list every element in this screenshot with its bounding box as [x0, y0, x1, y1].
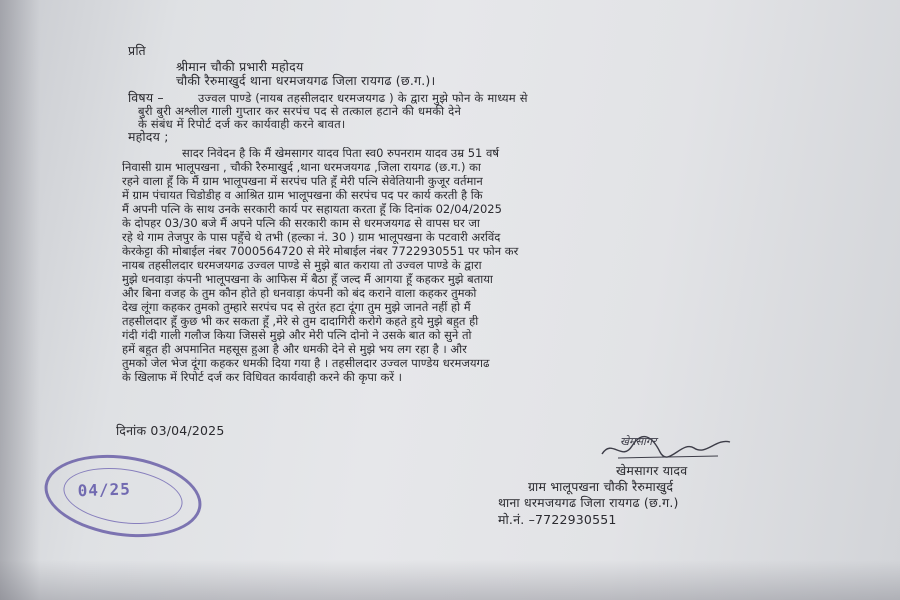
signer-address-1: ग्राम भालूपखना चौकी रैरुमाखुर्द [528, 479, 674, 494]
page-shadow-left [0, 0, 40, 600]
subject-line-3: के संबंध में रिपोर्ट दर्ज कर कार्यवाही करने बावत। [138, 117, 346, 131]
body-line: नायब तहसीलदार धरमजयगढ उज्वल पाण्डे से मुझे बात कराया तो उज्वल पाण्डे के द्वारा [122, 259, 482, 272]
body-line: रहे थे गाम तेजपुर के पास पहुँचे थे तभी (हल्का नं. 30 ) ग्राम भालूपखना के पटवारी अरविंद [122, 231, 501, 244]
signer-name: खेमसागर यादव [616, 463, 688, 478]
recipient-line-1: श्रीमान चौकी प्रभारी महोदय [176, 59, 304, 74]
body-line: तुमको जेल भेज दूंगा कहकर धमकी दिया गया है । तहसीलदार उज्वल पाण्डेय धरमजयगढ [122, 357, 490, 370]
signer-phone: मो.नं. –7722930551 [498, 512, 617, 527]
body-line: केरकेट्टा की मोबाईल नंबर 7000564720 से मेरे मोबाईल नंबर 7722930551 पर फोन कर [122, 245, 519, 258]
subject-label: विषय – [128, 90, 164, 105]
body-line: रहने वाला हूँ कि मैं ग्राम भालूपखना में सरपंच पति हूँ मेरी पत्नि सेवेतियानी कुजूर वर्तमान [122, 175, 483, 188]
subject-line-1: उज्वल पाण्डे (नायब तहसीलदार धरमजयगढ ) के द्वारा मुझे फोन के माध्यम से [198, 91, 528, 105]
body-line: के खिलाफ में रिपोर्ट दर्ज कर विधिवत कार्यवाही करने की कृपा करें । [122, 371, 403, 384]
subject-line-2: बुरी बुरी अश्लील गाली गुप्तार कर सरपंच पद से तत्काल हटाने की धमकी देने [138, 104, 462, 118]
body-line: और बिना वजह के तुम कौन होते हो धनवाड़ा कंपनी को बंद कराने वाला कहकर तुमको [122, 287, 477, 300]
body-line: देख लूंगा कहकर तुमको तुम्हारे सरपंच पद से तुरंत हटा दूंगा तुम मुझे जानते नहीं हो मैं [122, 301, 471, 314]
body-line: तहसीलदार हूँ कुछ भी कर सकता हूँ ,मेरे से तुम दादागिरी करोगे कहते हुये मुझे बहुत ही [122, 315, 479, 328]
stamp-text: 04/25 [77, 479, 132, 501]
date-line: दिनांक 03/04/2025 [116, 423, 225, 438]
to-label: प्रति [128, 43, 146, 58]
page-shadow-bottom [0, 560, 900, 600]
body-line: मैं अपनी पत्नि के साथ उनके सरकारी कार्य पर सहायता करता हूँ कि दिनांक 02/04/2025 [122, 203, 502, 216]
body-line: के दोपहर 03/30 बजे मैं अपने पत्नि की सरकारी काम से धरमजयगढ से वापस घर जा [122, 217, 480, 230]
body-line: सादर निवेदन है कि मैं खेमसागर यादव पिता स्व0 रुपनराम यादव उम्र 51 वर्ष [182, 147, 500, 160]
signature-scribble-icon [598, 432, 738, 466]
body-line: निवासी ग्राम भालूपखना , चौकी रैरुमाखुर्द ,थाना धरमजयगढ ,जिला रायगढ (छ.ग.) का [122, 161, 481, 174]
body-line: मुझे धनवाड़ा कंपनी भालूपखना के आफिस में बैठा हूँ जल्द मैं आगया हूँ कहकर मुझे बताया [122, 273, 493, 286]
signature-text: खेमसागर [620, 435, 657, 448]
body-line: हमें बहुत ही अपमानित महसूस हुआ है और धमकी देने से मुझे भय लग रहा है । और [122, 343, 467, 356]
recipient-line-2: चौकी रैरुमाखुर्द थाना धरमजयगढ जिला रायगढ (छ.ग.)। [176, 73, 436, 88]
official-stamp-icon [39, 445, 207, 546]
body-line: में ग्राम पंचायत चिडोडीह व आश्रित ग्राम भालूपखना की सरपंच पद पर कार्य करती है कि [122, 189, 483, 202]
signer-address-2: थाना धरमजयगढ जिला रायगढ (छ.ग.) [498, 495, 679, 510]
salutation: महोदय ; [128, 129, 169, 144]
body-line: गंदी गंदी गाली गलौज किया जिससे मुझे और मेरी पत्नि दोनो ने उसके बात को सुने तो [122, 329, 472, 342]
